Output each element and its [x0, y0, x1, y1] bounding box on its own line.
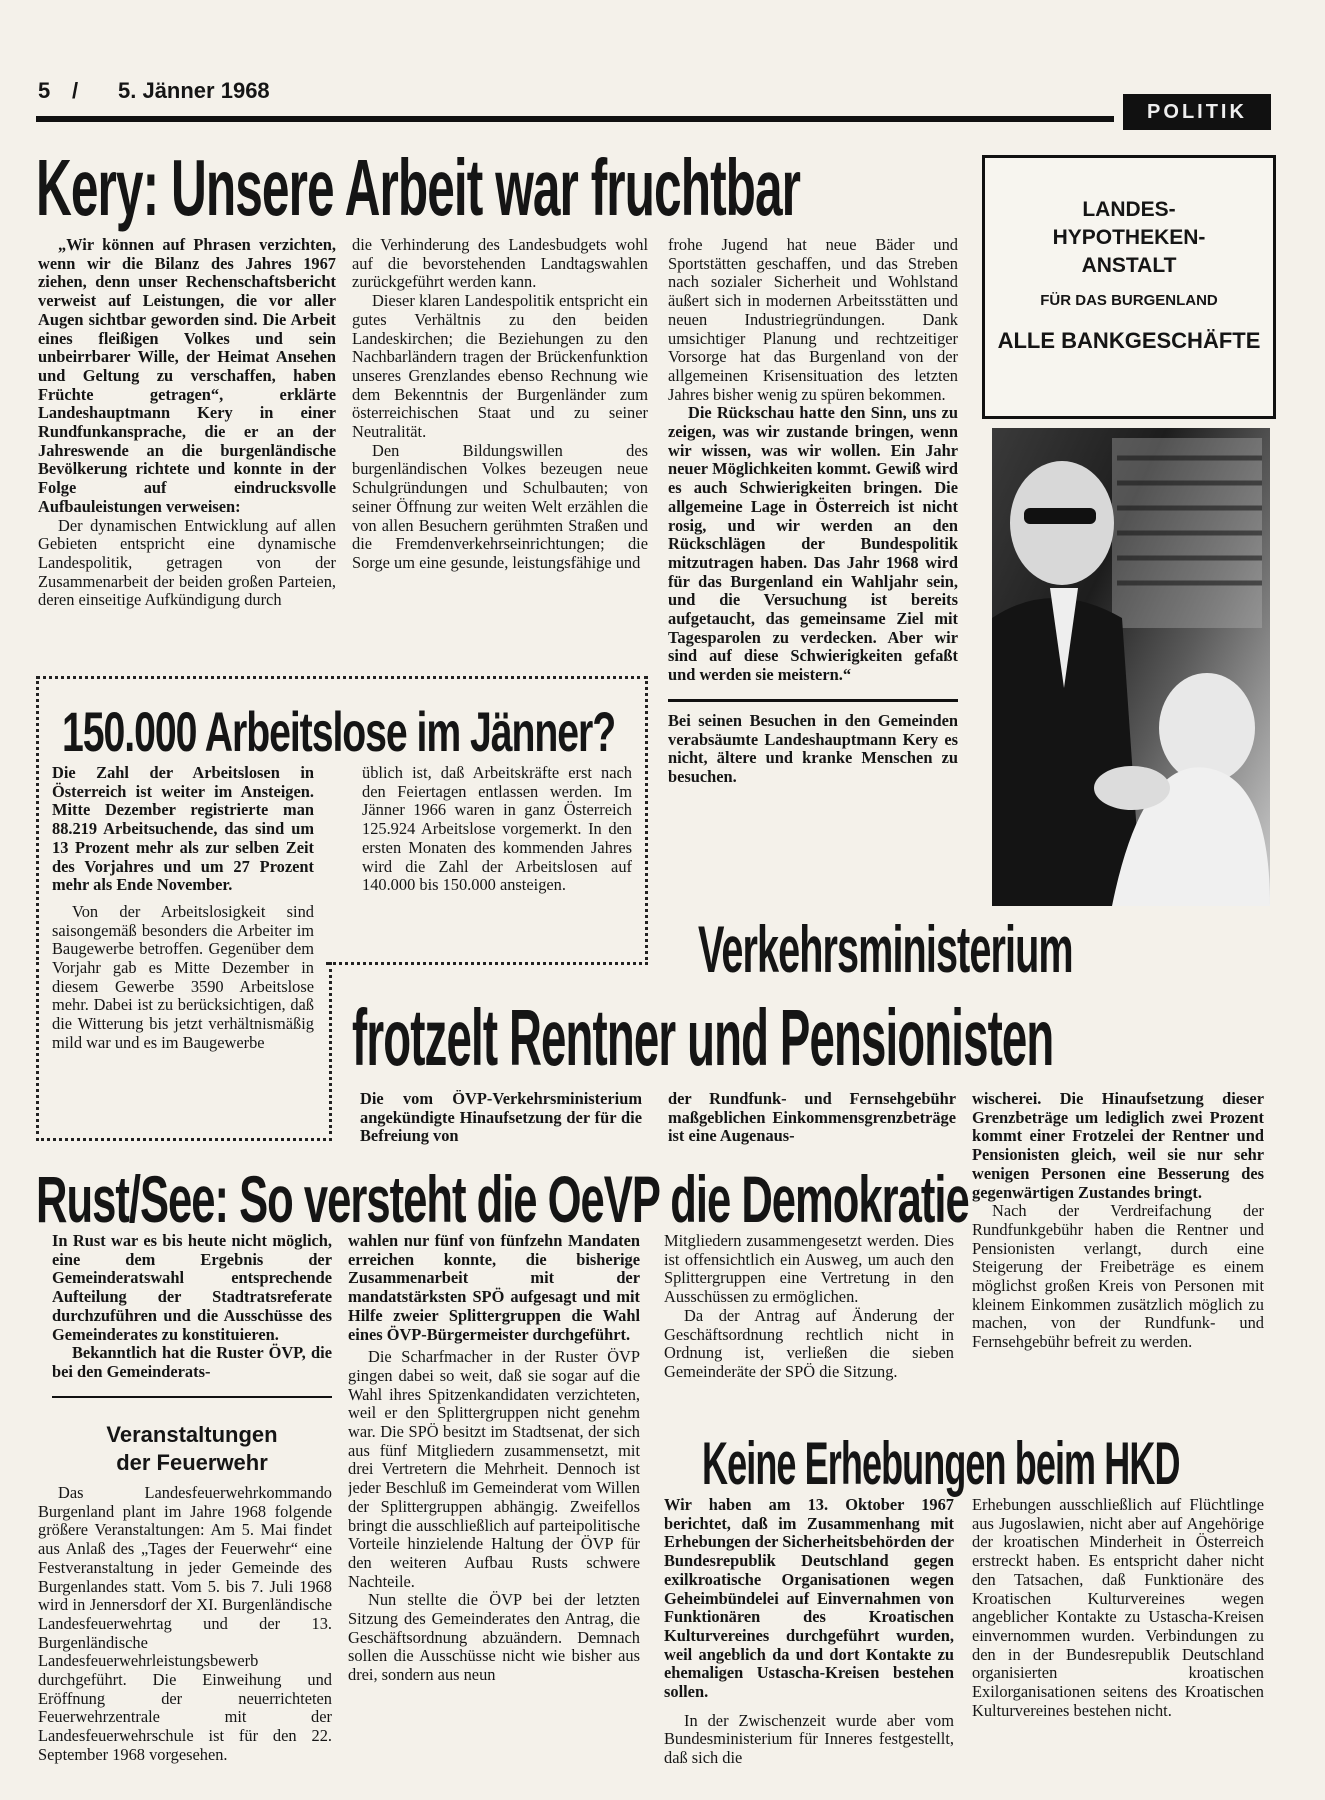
arbeitslose-headline: 150.000 Arbeitslose im Jänner?	[62, 700, 616, 763]
kery-col3-p1: frohe Jugend hat neue Bäder und Sportstätten geschaffen, und das Streben nach sozialer Sicherheit und Wohlstand äußert sich in modernen Arbeitsstätten und neuen Industriegründungen. Dank umsichtiger Planung und rechtzeitiger Vorsorge hat das Burgenland von der allgemeinen Krisensituation des letzten Jahres bisher wenig zu spüren bekommen.	[668, 236, 958, 404]
arbeitslose-column-1	[52, 764, 314, 1132]
rust-headline: Rust/See: So versteht die OeVP die Demokratie	[36, 1162, 969, 1236]
ad-line-1: LANDES-	[1082, 198, 1176, 221]
rust-column-1	[52, 1232, 332, 1392]
kery-lead: „Wir können auf Phrasen verzichten, wenn wir die Bilanz des Jahres 1967 ziehen, denn unser Rechenschaftsbericht verweist auf Leistungen, die vor aller Augen sichtbar geworden sind. Die Arbeit eines fleißigen Volkes und sein unbeirrbarer Wille, der Heimat Ansehen und Geltung zu verschaffen, haben Früchte getragen“, erklärte Landeshauptmann Kery in einer Rundfunkansprache, die er an der Jahreswende an die burgenländische Bevölkerung richtete und konnte in der Folge auf eindrucksvolle Aufbauleistungen verweisen:	[38, 236, 336, 516]
arbeitslose-lead: Die Zahl der Arbeitslosen in Österreich ist weiter im Ansteigen. Mitte Dezember registrierte man 88.219 Arbeitsuchende, das sind um 13 Prozent mehr als zur selben Zeit des Vorjahres und um 27 Prozent mehr als Ende November.	[52, 764, 314, 895]
issue-date: 5. Jänner 1968	[118, 78, 270, 103]
arbeitslose-box-step	[326, 962, 642, 965]
arbeitslose-col2-body: üblich ist, daß Arbeitskräfte erst nach den Feiertagen entlassen werden. Im Jänner 1966 waren in ganz Österreich 125.924 Arbeitslose vorgemerkt. In den ersten Monaten des kommenden Jahres wird die Zahl der Arbeitslosen auf 140.000 bis 150.000 ansteigen.	[362, 764, 632, 895]
rust-col2-p2: Die Scharfmacher in der Ruster ÖVP gingen dabei so weit, daß sie sogar auf die Wahl ihres Spitzenkandidaten verzichteten, weil er den Splittergruppen nicht genehm war. Die SPÖ besitzt im Stadtsenat, der sich aus fünf Mitgliedern zusammensetzt, mit drei Vertretern die Mehrheit. Dennoch ist jeder Beschluß im Gemeinderat vom Willen der Splittergruppen abhängig. Zweifellos bringt die ausschließlich auf parteipolitische Vorteile hinzielende Haltung der ÖVP für den weiteren Aufbau Rusts schwere Nachteile.	[348, 1347, 640, 1591]
verkehr-headline-line-1: Verkehrsministerium	[698, 912, 1073, 986]
feuerwehr-column	[38, 1484, 332, 1796]
hkd-column-2	[972, 1496, 1264, 1796]
ad-line-3: ANSTALT	[1081, 254, 1177, 277]
feuerwehr-rule	[52, 1396, 332, 1398]
kery-col2-p2: Dieser klaren Landespolitik entspricht ein gutes Verhältnis zu den beiden Landeskirchen; die Beziehungen zu den Nachbarländern tragen der Brückenfunktion unseres Grenzlandes ebenso Rechnung wie dem Bekenntnis der Burgenländer zum österreichischen Staat und zu seiner Neutralität.	[352, 291, 648, 442]
verkehr-col1: Die vom ÖVP-Verkehrsministerium angekündigte Hinaufsetzung der für die Befreiung von	[360, 1090, 642, 1146]
kery-divider	[668, 699, 958, 702]
arbeitslose-column-2	[362, 764, 632, 954]
rust-col3-p2: Da der Antrag auf Änderung der Geschäftsordnung rechtlich nicht in Ordnung ist, verließen die sieben Gemeinderäte der SPÖ die Sitzung.	[664, 1305, 954, 1381]
kery-col1-body: Der dynamischen Entwicklung auf allen Gebieten entspricht eine dynamische Landespolitik, getragen von der Zusammenarbeit der beiden großen Parteien, deren einseitige Aufkündigung durch	[38, 515, 336, 610]
page-number: 5	[38, 78, 51, 103]
rust-col2-p1: wahlen nur fünf von fünfzehn Mandaten erreichen konnte, die bisherige Zusammenarbeit mit der mandatstärksten SPÖ aufgesagt und mit Hilfe zweier Splittergruppen die Wahl eines ÖVP-Bürgermeister durchgeführt.	[348, 1232, 640, 1344]
header-rule	[36, 116, 1114, 122]
bank-advertisement[interactable]	[982, 155, 1276, 419]
rust-column-2	[348, 1232, 640, 1794]
hkd-column-1	[664, 1496, 954, 1796]
rust-col1-p2: Bekanntlich hat die Ruster ÖVP, die bei den Gemeinderats-	[52, 1343, 332, 1381]
kery-column-3	[668, 236, 958, 906]
kery-col3-p2: Die Rückschau hatte den Sinn, uns zu zeigen, was wir zustande bringen, wenn wir wissen, was wir wollen. Ein Jahr neuer Möglichkeiten kommt. Gewiß wird es auch Schwierigkeiten bringen. Die allgemeine Lage in Österreich ist nicht rosig, und wir werden an den Rückschlägen der Bundespolitik mitzutragen haben. Das Jahr 1968 wird für das Burgenland ein Wahljahr sein, und die Versuchung ist bereits aufgetaucht, das gemeinsame Ziel mit Tagesparolen zu verdecken. Aber wir sind auf diese Schwierigkeiten gefaßt und werden sie meistern.“	[668, 403, 958, 685]
hkd-col2: Erhebungen ausschließlich auf Flüchtlinge aus Jugoslawien, nicht aber auf Angehörige der kroatischen Minderheit in Österreich erstreckt haben. Es entspricht daher nicht den Tatsachen, daß Funktionäre des Kroatischen Kulturvereines wegen angeblicher Kontakte zu Ustascha-Kreisen einvernommen wurden. Verbindungen zu den in der Bundesrepublik Deutschland organisierten kroatischen Exilorganisationen seitens des Kroatischen Kulturvereines bestehen nicht.	[972, 1496, 1264, 1720]
verkehr-headline-line-2: frotzelt Rentner und Pensionisten	[352, 993, 1054, 1082]
verkehr-col3-p1: wischerei. Die Hinaufsetzung dieser Grenzbeträge um lediglich zwei Prozent kommt einer Frotzelei der Rentner und Pensionisten gleich, weil sie nur sehr wenigen Personen eine Besserung des gegenwärtigen Zustandes bringt.	[972, 1090, 1264, 1202]
rust-column-3	[664, 1232, 954, 1420]
ad-line-4: FÜR DAS BURGENLAND	[1040, 292, 1218, 309]
hkd-headline: Keine Erhebungen beim HKD	[702, 1430, 1180, 1497]
section-label: POLITIK	[1123, 94, 1271, 130]
kery-col3-p3: Bei seinen Besuchen in den Gemeinden verabsäumte Landeshauptmann Kery es nicht, ältere und kranke Menschen zu besuchen.	[668, 710, 958, 786]
verkehr-col2: der Rundfunk- und Fernsehgebühr maßgeblichen Einkommensgrenzbeträge ist eine Augenaus-	[668, 1090, 956, 1146]
ad-line-2: HYPOTHEKEN-	[1052, 226, 1206, 249]
arbeitslose-col1-body: Von der Arbeitslosigkeit sind saisongemäß besonders die Arbeiter im Baugewerbe betroffen. Gegenüber dem Vorjahr gab es Mitte Dezember in diesem Gewerbe 3590 Arbeitslose mehr. Dabei ist zu berücksichtigen, daß die Witterung bis jetzt verhältnismäßig mild war und es im Baugewerbe	[52, 901, 314, 1052]
verkehr-column-2	[668, 1090, 956, 1150]
rust-lead: In Rust war es bis heute nicht möglich, eine dem Ergebnis der Gemeinderatswahl entsprechende Aufteilung der Stadtratsreferate durchzuführen und die Ausschüsse des Gemeinderates zu konstituieren.	[52, 1232, 332, 1344]
kery-col2-p1: die Verhinderung des Landesbudgets wohl auf die bevorstehenden Landtagswahlen zurückgeführt werden kann.	[352, 236, 648, 292]
photo-figures-icon	[992, 428, 1270, 906]
kery-col2-p3: Den Bildungswillen des burgenländischen Volkes bezeugen neue Schulgründungen und Schulbauten; von seiner Öffnung zur weiten Welt erzählen die von allen Besuchern gerühmten Straßen und die Fremdenverkehrseinrichtungen; die Sorge um eine gesunde, leistungsfähige und	[352, 440, 648, 572]
feuerwehr-headline-line-1: Veranstaltungen	[106, 1422, 278, 1447]
ad-line-5: ALLE BANKGESCHÄFTE	[997, 328, 1261, 353]
kery-headline: Kery: Unsere Arbeit war fruchtbar	[36, 143, 801, 232]
feuerwehr-headline-line-2: der Feuerwehr	[116, 1450, 268, 1475]
verkehr-column-1	[360, 1090, 642, 1150]
feuerwehr-body: Das Landesfeuerwehrkommando Burgenland plant im Jahre 1968 folgende größere Veranstaltungen: Am 5. Mai findet aus Anlaß des „Tages der Feuerwehr“ eine Festveranstaltung in jeder Gemeinde des Burgenlandes statt. Vom 5. bis 7. Juli 1968 wird in Jennersdorf der XI. Burgenländische Landesfeuerwehrtag und der 13. Burgenländische Landesfeuerwehrleistungsbewerb durchgeführt. Die Einweihung und Eröffnung der neuerrichteten Feuerwehrzentrale mit der Landesfeuerwehrschule ist für den 22. September 1968 vorgesehen.	[38, 1484, 332, 1764]
hkd-col1-p2: In der Zwischenzeit wurde aber vom Bundesministerium für Inneres festgestellt, daß sich die	[664, 1710, 954, 1768]
hkd-lead: Wir haben am 13. Oktober 1967 berichtet, daß im Zusammenhang mit Erhebungen der Sicherheitsbehörden der Bundesrepublik Deutschland gegen exilkroatische Organisationen wegen Geheimbündelei auf Einvernahmen von Funktionären des Kroatischen Kulturvereines durchgeführt wurden, weil angeblich da und dort Kontakte zu ehemaligen Ustascha-Kreisen bestehen sollen.	[664, 1496, 954, 1702]
rust-col3-p1: Mitgliedern zusammengesetzt werden. Dies ist offensichtlich ein Ausweg, um auch den Splittergruppen eine Vertretung in den Ausschüssen zu ermöglichen.	[664, 1232, 954, 1307]
photo-landeshauptmann-visit	[992, 428, 1270, 906]
kery-column-1	[38, 236, 336, 656]
verkehr-col3-p2: Nach der Verdreifachung der Rundfunkgebühr haben die Rentner und Pensionisten verlangt, durch eine Steigerung der Freibeträge es einem möglichst großen Kreis von Personen mit kleinem Einkommen zusätzlich möglich zu machen, von der Rundfunk- und Fernsehgebühr befreit zu werden.	[972, 1201, 1264, 1352]
header-separator: /	[72, 78, 79, 103]
kery-column-2	[352, 236, 648, 656]
rust-col2-p3: Nun stellte die ÖVP bei der letzten Sitzung des Gemeinderates den Antrag, die Geschäftsordnung abzuändern. Demnach sollen die Ausschüsse nicht wie bisher aus drei, sondern aus neun	[348, 1590, 640, 1685]
verkehr-column-3	[972, 1090, 1264, 1426]
